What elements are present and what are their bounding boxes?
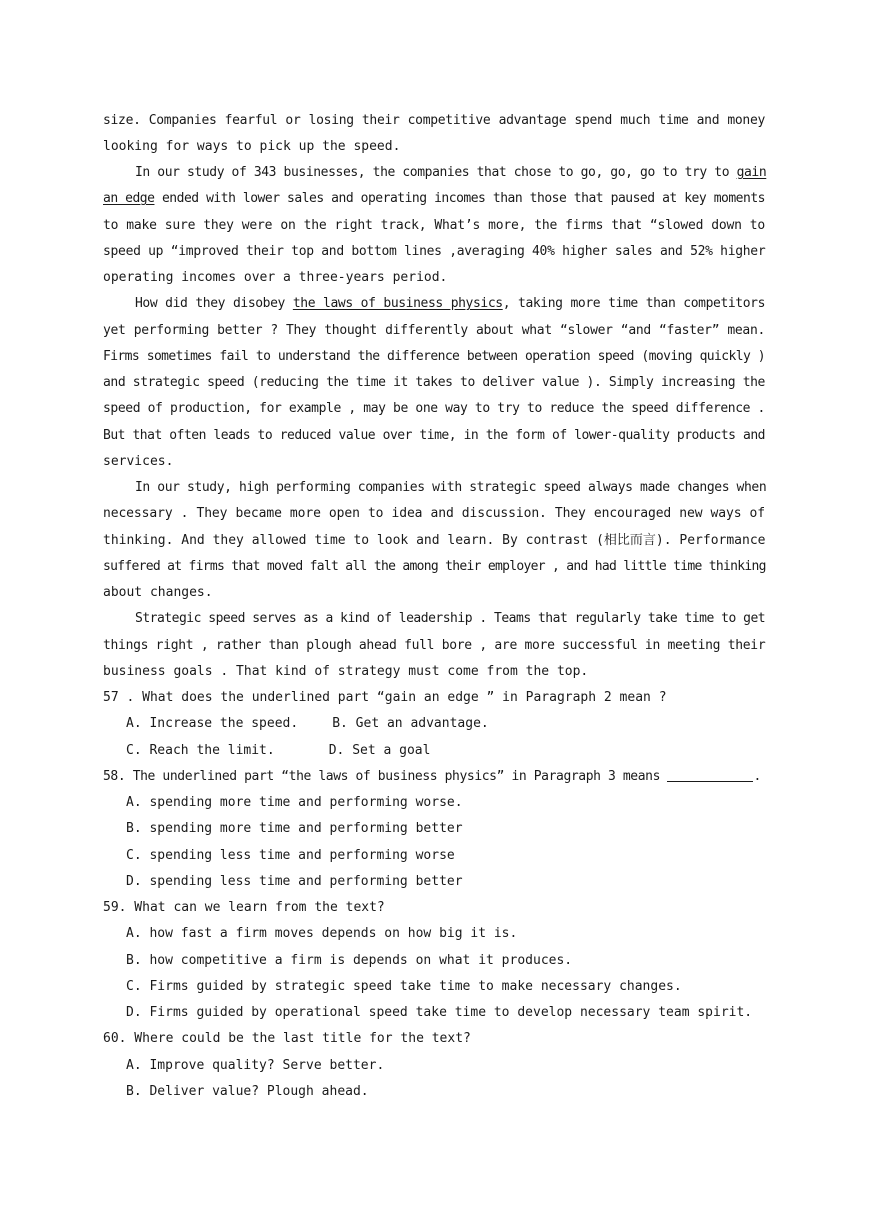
para4-line2: necessary . They became more open to idea and discussion. They encouraged new ways of <box>103 506 765 521</box>
underlined-phrase-laws-of-business-physics: the laws of business physics <box>292 296 503 311</box>
question-59-option-a: A. how fast a firm moves depends on how big it is. <box>126 926 518 941</box>
question-58-option-d: D. spending less time and performing better <box>126 874 463 889</box>
para3-line7: services. <box>103 454 174 469</box>
para4-line1: In our study, high performing companies with strategic speed always made changes when <box>135 480 767 495</box>
question-59-option-c: C. Firms guided by strategic speed take time to make necessary changes. <box>126 979 682 994</box>
para3-line1 <box>135 291 765 317</box>
question-58-stem <box>103 764 765 790</box>
para3-line6: But that often leads to reduced value over time, in the form of lower-quality products and <box>103 428 765 443</box>
underlined-phrase-gain-an-edge-part2: an edge <box>103 191 155 206</box>
question-57-stem: 57 . What does the underlined part “gain an edge ” in Paragraph 2 mean ? <box>103 690 667 705</box>
para2-line4: speed up “improved their top and bottom lines ,averaging 40% higher sales and 52% higher <box>103 244 766 259</box>
para5-line3: business goals . That kind of strategy must come from the top. <box>103 664 589 679</box>
question-60-option-b: B. Deliver value? Plough ahead. <box>126 1084 369 1099</box>
question-59-option-d: D. Firms guided by operational speed take time to develop necessary team spirit. <box>126 1005 753 1020</box>
question-59-option-b: B. how competitive a firm is depends on what it produces. <box>126 953 573 968</box>
question-57-option-c: C. Reach the limit. <box>126 743 275 758</box>
underlined-phrase-gain-an-edge-part1: gain <box>736 165 767 180</box>
question-58-option-a: A. spending more time and performing worse. <box>126 795 463 810</box>
question-58-stem-text: 58. The underlined part “the laws of business physics” in Paragraph 3 means <box>103 769 668 784</box>
para4-line3: thinking. And they allowed time to look and learn. By contrast (相比而言). Performance <box>103 533 766 548</box>
para3-line4: and strategic speed (reducing the time it takes to deliver value ). Simply increasing the <box>103 375 765 390</box>
question-60-option-a: A. Improve quality? Serve better. <box>126 1058 385 1073</box>
question-58-option-b: B. spending more time and performing better <box>126 821 463 836</box>
para4-line4: suffered at firms that moved falt all the among their employer , and had little time thinking <box>103 559 766 574</box>
question-57-option-d: D. Set a goal <box>328 743 431 758</box>
para2-line1 <box>135 160 765 186</box>
para5-line2: things right , rather than plough ahead full bore , are more successful in meeting their <box>103 638 766 653</box>
question-58-stem-end: . <box>753 769 761 784</box>
question-59-stem: 59. What can we learn from the text? <box>103 900 385 915</box>
para3-line3: Firms sometimes fail to understand the difference between operation speed (moving quickly ) <box>103 349 765 364</box>
para2-line2 <box>103 186 765 212</box>
para5-line1: Strategic speed serves as a kind of leadership . Teams that regularly take time to get <box>135 611 766 626</box>
para1-line1: size. Companies fearful or losing their competitive advantage spend much time and money <box>103 113 765 128</box>
answer-blank <box>667 767 753 782</box>
para2-text: ended with lower sales and operating incomes than those that paused at key moments <box>154 191 765 206</box>
para3-text: , taking more time than competitors <box>502 296 765 311</box>
para1-line2: looking for ways to pick up the speed. <box>103 139 401 154</box>
question-57-option-b: B. Get an advantage. <box>332 716 489 731</box>
para2-line5: operating incomes over a three-years period. <box>103 270 448 285</box>
para3-line2: yet performing better ? They thought differently about what “slower “and “faster” mean. <box>103 323 765 338</box>
question-60-stem: 60. Where could be the last title for the text? <box>103 1031 471 1046</box>
para2-line3: to make sure they were on the right track, What’s more, the firms that “slowed down to <box>103 218 765 233</box>
question-57-options-row2 <box>126 738 766 764</box>
para2-text: In our study of 343 businesses, the companies that chose to go, go, go to try to <box>135 165 737 180</box>
para3-text: How did they disobey <box>135 296 293 311</box>
question-57-option-a: A. Increase the speed. <box>126 716 299 731</box>
para4-line5: about changes. <box>103 585 213 600</box>
question-57-options-row1 <box>126 711 766 737</box>
para3-line5: speed of production, for example , may be one way to try to reduce the speed difference . <box>103 401 765 416</box>
question-58-option-c: C. spending less time and performing worse <box>126 848 455 863</box>
